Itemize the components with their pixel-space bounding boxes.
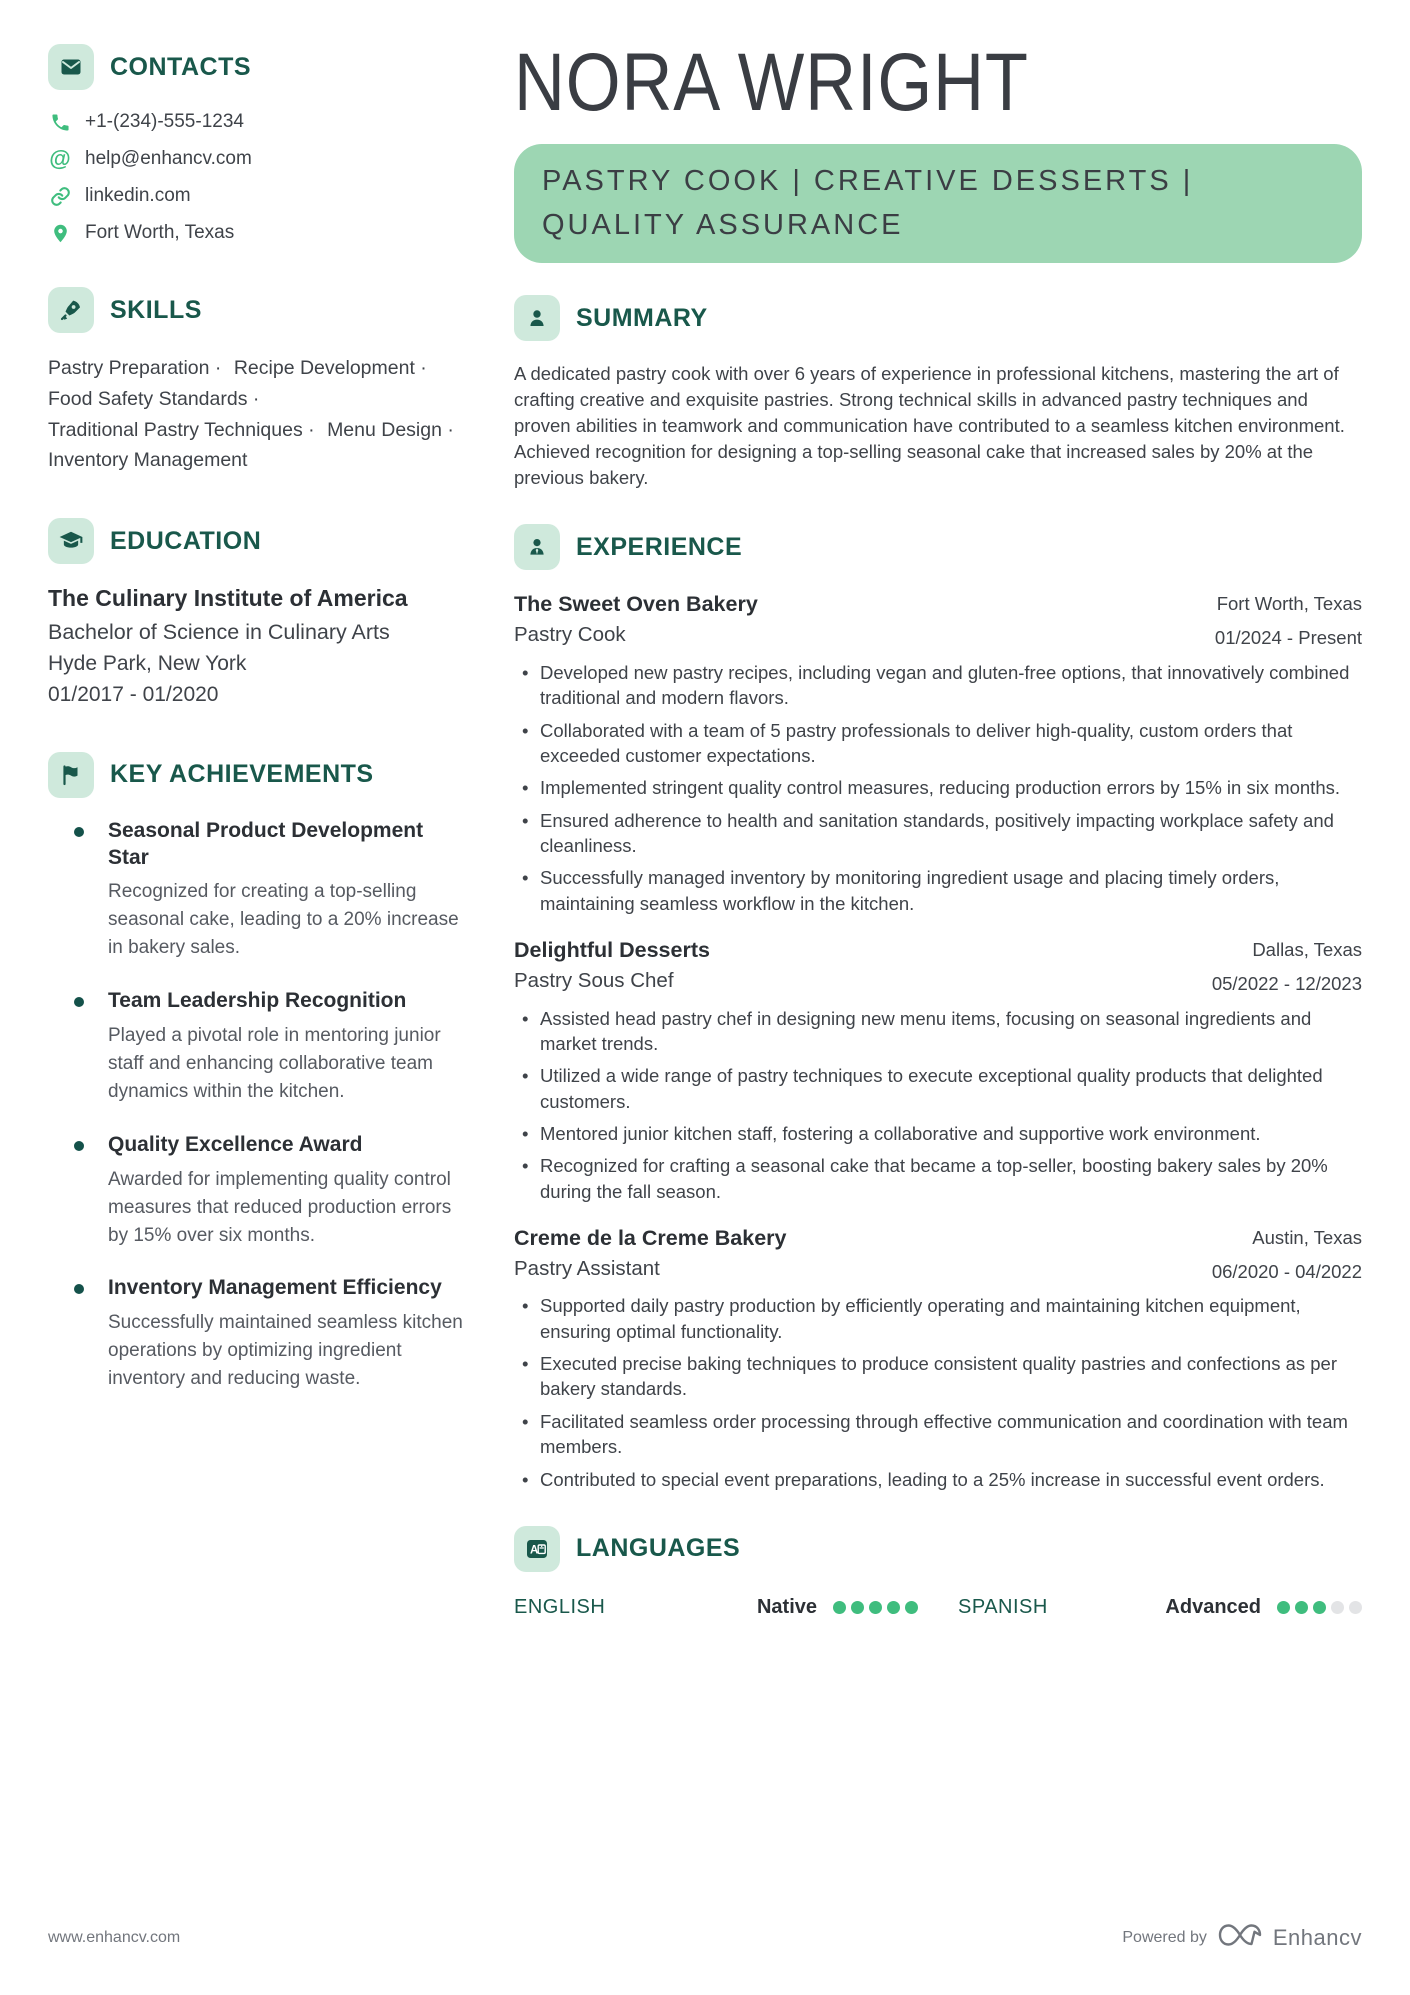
job-role: Pastry Assistant <box>514 1256 660 1280</box>
main-column <box>514 37 1362 1619</box>
job-entry <box>514 936 1362 1204</box>
education-school: The Culinary Institute of America <box>48 585 408 612</box>
summary-text: A dedicated pastry cook with over 6 years of experience in professional kitchens, mastering the art of crafting creative and exquisite pastries. Strong technical skills in advanced pastry techniques and proven abilities in teamwork and communication have contributed to a seamless kitchen environment. Achieved recognition for designing a top-selling seasonal cake that increased sales by 20% at the previous bakery. <box>514 363 1345 488</box>
job-bullet: • Supported daily pastry production by efficiently operating and maintaining kitchen equipment, ensuring optimal functionality. <box>514 1293 1362 1344</box>
proficiency-dot <box>851 1601 864 1614</box>
skill-item: Menu Design · <box>327 415 454 446</box>
proficiency-dot <box>887 1601 900 1614</box>
enhancv-logo-icon <box>1217 1922 1263 1953</box>
summary-header <box>514 295 1362 341</box>
achievements-title: KEY ACHIEVEMENTS <box>110 760 374 789</box>
job-role: Pastry Cook <box>514 623 626 647</box>
section-contacts <box>48 44 468 245</box>
job-company: The Sweet Oven Bakery <box>514 592 758 617</box>
job-bullet: • Ensured adherence to health and sanitation standards, positively impacting workplace safety and cleanliness. <box>514 808 1362 859</box>
language-name: SPANISH <box>958 1595 1048 1618</box>
at-icon: @ <box>49 146 71 171</box>
footer-site-url[interactable]: www.enhancv.com <box>48 1928 181 1946</box>
job-bullets <box>514 1006 1362 1204</box>
contact-row-link[interactable] <box>48 184 468 208</box>
svg-text:A: A <box>530 1544 539 1557</box>
job-location: Dallas, Texas <box>1252 939 1362 961</box>
columns <box>48 37 1362 1619</box>
job-head-right <box>1212 936 1362 998</box>
phone-icon <box>48 110 72 134</box>
job-bullet: • Contributed to special event preparations, leading to a 25% increase in successful event orders. <box>514 1467 1362 1492</box>
achievement-item <box>48 1275 468 1393</box>
contacts-header <box>48 44 468 90</box>
summary-title: SUMMARY <box>576 303 708 332</box>
email-value[interactable]: help@enhancv.com <box>85 148 252 169</box>
flag-icon <box>48 752 94 798</box>
section-experience <box>514 524 1362 1491</box>
job-bullet: • Developed new pastry recipes, including vegan and gluten-free options, that innovatively combined traditional and modern flavors. <box>514 660 1362 711</box>
job-bullet: • Utilized a wide range of pastry techniques to execute exceptional quality products that delighted customers. <box>514 1063 1362 1114</box>
education-header <box>48 518 468 564</box>
contact-row-phone <box>48 110 468 134</box>
person-tie-icon <box>514 524 560 570</box>
contact-row-location <box>48 221 468 245</box>
job-bullet: • Executed precise baking techniques to produce consistent quality pastries and confections as per bakery standards. <box>514 1351 1362 1402</box>
language-level: Native <box>756 1595 817 1618</box>
job-head-left <box>514 590 758 650</box>
achievement-description: Awarded for implementing quality control measures that reduced production errors by 15% over six months. <box>108 1168 452 1246</box>
job-location: Austin, Texas <box>1252 1226 1362 1248</box>
job-bullets <box>514 660 1362 916</box>
contact-row-email[interactable] <box>48 147 468 171</box>
job-head <box>514 936 1362 998</box>
language-proficiency <box>757 1596 918 1619</box>
section-skills <box>48 287 468 476</box>
rocket-icon <box>48 287 94 333</box>
job-entry <box>514 1224 1362 1492</box>
job-bullet: • Successfully managed inventory by monitoring ingredient usage and placing timely orders, maintaining seamless workflow in the kitchen. <box>514 865 1362 916</box>
languages-title: LANGUAGES <box>576 1534 741 1563</box>
job-bullet: • Assisted head pastry chef in designing new menu items, focusing on seasonal ingredients and market trends. <box>514 1006 1362 1057</box>
person-icon <box>514 295 560 341</box>
footer <box>48 1922 1362 1953</box>
sidebar <box>48 44 468 1619</box>
section-achievements <box>48 752 468 1393</box>
section-education <box>48 518 468 709</box>
education-title: EDUCATION <box>110 526 262 555</box>
job-head-left <box>514 1224 787 1284</box>
job-company: Delightful Desserts <box>514 938 710 963</box>
job-bullets <box>514 1293 1362 1491</box>
job-dates: 01/2024 - Present <box>1214 627 1362 649</box>
job-head-left <box>514 936 710 996</box>
proficiency-dots <box>1277 1601 1362 1614</box>
contacts-title: CONTACTS <box>110 52 252 81</box>
job-bullet: • Collaborated with a team of 5 pastry professionals to deliver high-quality, custom orders that exceeded customer expectations. <box>514 718 1362 769</box>
skills-header <box>48 287 468 333</box>
job-head-right <box>1215 590 1362 652</box>
section-languages <box>514 1526 1362 1619</box>
achievement-title: Inventory Management Efficiency <box>108 1276 442 1300</box>
achievement-title: Seasonal Product Development Star <box>108 818 424 869</box>
achievement-item <box>48 1132 468 1250</box>
language-name: ENGLISH <box>514 1595 606 1618</box>
job-title-banner: PASTRY COOK | CREATIVE DESSERTS | QUALITY ASSURANCE <box>514 144 1362 263</box>
job-bullet: • Facilitated seamless order processing through effective communication and coordination with team members. <box>514 1409 1362 1460</box>
job-bullet: • Mentored junior kitchen staff, fostering a collaborative and supportive work environment. <box>514 1121 1362 1146</box>
experience-header <box>514 524 1362 570</box>
achievements-header <box>48 752 468 798</box>
skill-item: Traditional Pastry Techniques · <box>48 415 315 446</box>
proficiency-dot <box>833 1601 846 1614</box>
proficiency-dot <box>1277 1601 1290 1614</box>
experience-title: EXPERIENCE <box>576 532 743 561</box>
linkedin-value[interactable]: linkedin.com <box>85 185 191 206</box>
languages-row <box>514 1596 1362 1619</box>
achievement-description: Successfully maintained seamless kitchen operations by optimizing ingredient inventory and reducing waste. <box>108 1312 463 1390</box>
powered-by-label: Powered by <box>1122 1928 1207 1946</box>
job-head-right <box>1212 1224 1362 1286</box>
phone-value: +1-(234)-555-1234 <box>85 111 244 132</box>
language-item-english <box>514 1596 918 1619</box>
proficiency-dot <box>1349 1601 1362 1614</box>
section-summary <box>514 295 1362 490</box>
skill-item: Recipe Development · <box>234 353 427 384</box>
education-dates: 01/2017 - 01/2020 <box>48 683 219 707</box>
job-location: Fort Worth, Texas <box>1216 593 1362 615</box>
proficiency-dot <box>1295 1601 1308 1614</box>
location-value: Fort Worth, Texas <box>85 222 235 243</box>
link-icon <box>48 184 72 208</box>
achievement-description: Recognized for creating a top-selling seasonal cake, leading to a 20% increase in bakery sales. <box>108 881 459 959</box>
skill-item: Inventory Management <box>48 449 248 472</box>
job-bullet: • Implemented stringent quality control measures, reducing production errors by 15% in six months. <box>514 775 1362 800</box>
contact-list <box>48 110 468 245</box>
location-pin-icon <box>48 221 72 245</box>
language-proficiency <box>1165 1596 1362 1619</box>
language-item-spanish <box>958 1596 1362 1619</box>
enhancv-brand-name: Enhancv <box>1272 1924 1362 1950</box>
achievement-item <box>48 818 468 963</box>
achievement-title: Quality Excellence Award <box>108 1132 363 1156</box>
proficiency-dot <box>1331 1601 1344 1614</box>
achievement-description: Played a pivotal role in mentoring junior staff and enhancing collaborative team dynamics within the kitchen. <box>108 1025 441 1102</box>
job-head <box>514 1224 1362 1286</box>
proficiency-dots <box>833 1601 918 1614</box>
language-level: Advanced <box>1165 1595 1261 1618</box>
achievement-item <box>48 988 468 1106</box>
proficiency-dot <box>905 1601 918 1614</box>
education-degree: Bachelor of Science in Culinary Arts <box>48 619 390 644</box>
proficiency-dot <box>869 1601 882 1614</box>
skill-item: Food Safety Standards · <box>48 384 259 415</box>
education-location: Hyde Park, New York <box>48 651 247 675</box>
job-bullet: • Recognized for crafting a seasonal cake that became a top-seller, boosting bakery sales by 20% during the fall season. <box>514 1153 1362 1204</box>
graduation-cap-icon <box>48 518 94 564</box>
person-name: NORA WRIGHT <box>514 37 1029 128</box>
powered-by-group[interactable] <box>1122 1922 1362 1953</box>
job-dates: 06/2020 - 04/2022 <box>1211 1260 1362 1282</box>
languages-header <box>514 1526 1362 1572</box>
skills-list <box>48 353 468 476</box>
job-dates: 05/2022 - 12/2023 <box>1211 972 1362 994</box>
job-head <box>514 590 1362 652</box>
job-company: Creme de la Creme Bakery <box>514 1225 787 1250</box>
skill-item: Pastry Preparation · <box>48 353 221 384</box>
skills-title: SKILLS <box>110 295 202 324</box>
achievement-title: Team Leadership Recognition <box>108 989 407 1013</box>
job-role: Pastry Sous Chef <box>514 969 674 993</box>
proficiency-dot <box>1313 1601 1326 1614</box>
job-entry <box>514 590 1362 916</box>
mail-icon <box>48 44 94 90</box>
translate-icon <box>514 1526 560 1572</box>
